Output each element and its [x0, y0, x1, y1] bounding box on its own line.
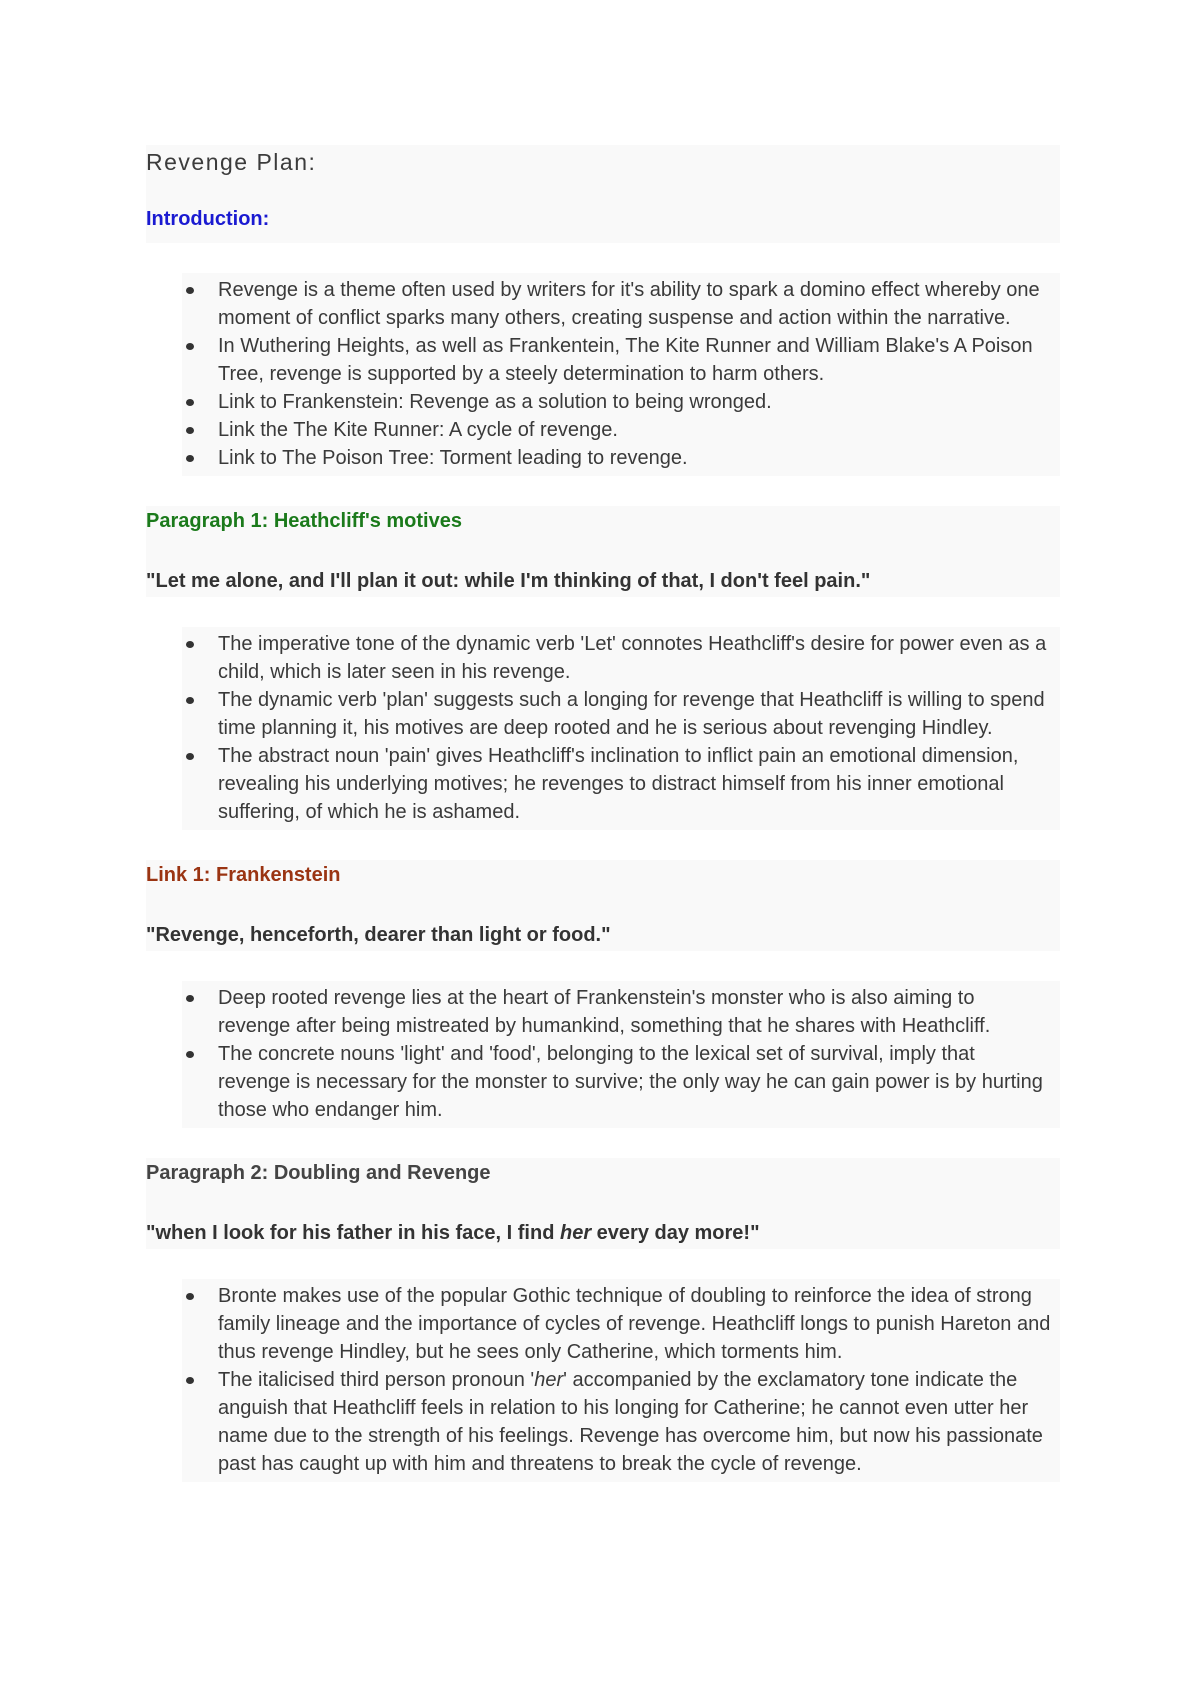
paragraph1-heading: Paragraph 1: Heathcliff's motives [146, 510, 462, 532]
page-title: Revenge Plan: [146, 149, 317, 175]
link1-quote: "Revenge, henceforth, dearer than light or food." [146, 924, 611, 946]
list-item: Link the The Kite Runner: A cycle of revenge. [182, 416, 1052, 444]
bullet-text: ' accompanied by the exclamatory tone indicate the anguish that Heathcliff feels in relation to his longing for Catherine; he cannot even utter her name due to the strength of his feelings. Revenge has overcome him, but now his passionate past has caught up with him and threatens to break the cycle of revenge. [218, 1369, 1043, 1475]
list-item: Link to Frankenstein: Revenge as a solution to being wronged. [182, 388, 1052, 416]
introduction-heading: Introduction: [146, 208, 270, 230]
list-item: The imperative tone of the dynamic verb 'Let' connotes Heathcliff's desire for power even as a child, which is later seen in his revenge. [182, 630, 1052, 686]
list-item: Revenge is a theme often used by writers for it's ability to spark a domino effect whereby one moment of conflict sparks many others, creating suspense and action within the narrative. [182, 276, 1052, 332]
paragraph2-heading: Paragraph 2: Doubling and Revenge [146, 1162, 491, 1184]
list-item: The dynamic verb 'plan' suggests such a longing for revenge that Heathcliff is willing to spend time planning it, his motives are deep rooted and he is serious about revenging Hindley. [182, 686, 1052, 742]
paragraph1-quote: "Let me alone, and I'll plan it out: while I'm thinking of that, I don't feel pain." [146, 570, 871, 592]
paragraph2-quote [146, 1222, 1060, 1249]
list-item: Deep rooted revenge lies at the heart of Frankenstein's monster who is also aiming to revenge after being mistreated by humankind, something that he shares with Heathcliff. [182, 984, 1052, 1040]
quote-emphasis: her [559, 1222, 592, 1244]
title-block [146, 145, 1060, 243]
list-item: The abstract noun 'pain' gives Heathcliff's inclination to inflict pain an emotional dimension, revealing his underlying motives; he revenges to distract himself from his inner emotional suffering, of which he is ashamed. [182, 742, 1052, 826]
list-item [182, 1366, 1052, 1478]
list-item: Bronte makes use of the popular Gothic technique of doubling to reinforce the idea of strong family lineage and the importance of cycles of revenge. Heathcliff longs to punish Hareton and thus revenge Hindley, but he sees only Catherine, which torments him. [182, 1282, 1052, 1366]
link1-header [146, 860, 1060, 951]
paragraph1-header [146, 506, 1060, 597]
document-page [146, 145, 1060, 1482]
paragraph2-list [182, 1279, 1060, 1482]
paragraph1-list [182, 627, 1060, 830]
bullet-text: The italicised third person pronoun ' [218, 1369, 535, 1391]
list-item: Link to The Poison Tree: Torment leading to revenge. [182, 444, 1052, 472]
bullet-emphasis: her [534, 1369, 564, 1391]
introduction-list [182, 273, 1060, 476]
link1-list [182, 981, 1060, 1128]
link1-heading: Link 1: Frankenstein [146, 864, 341, 886]
quote-text: "when I look for his father in his face, I find [146, 1222, 560, 1244]
paragraph2-header [146, 1158, 1060, 1249]
quote-text: every day more!" [591, 1222, 760, 1244]
list-item: In Wuthering Heights, as well as Frankentein, The Kite Runner and William Blake's A Poison Tree, revenge is supported by a steely determination to harm others. [182, 332, 1052, 388]
list-item: The concrete nouns 'light' and 'food', belonging to the lexical set of survival, imply that revenge is necessary for the monster to survive; the only way he can gain power is by hurting those who endanger him. [182, 1040, 1052, 1124]
